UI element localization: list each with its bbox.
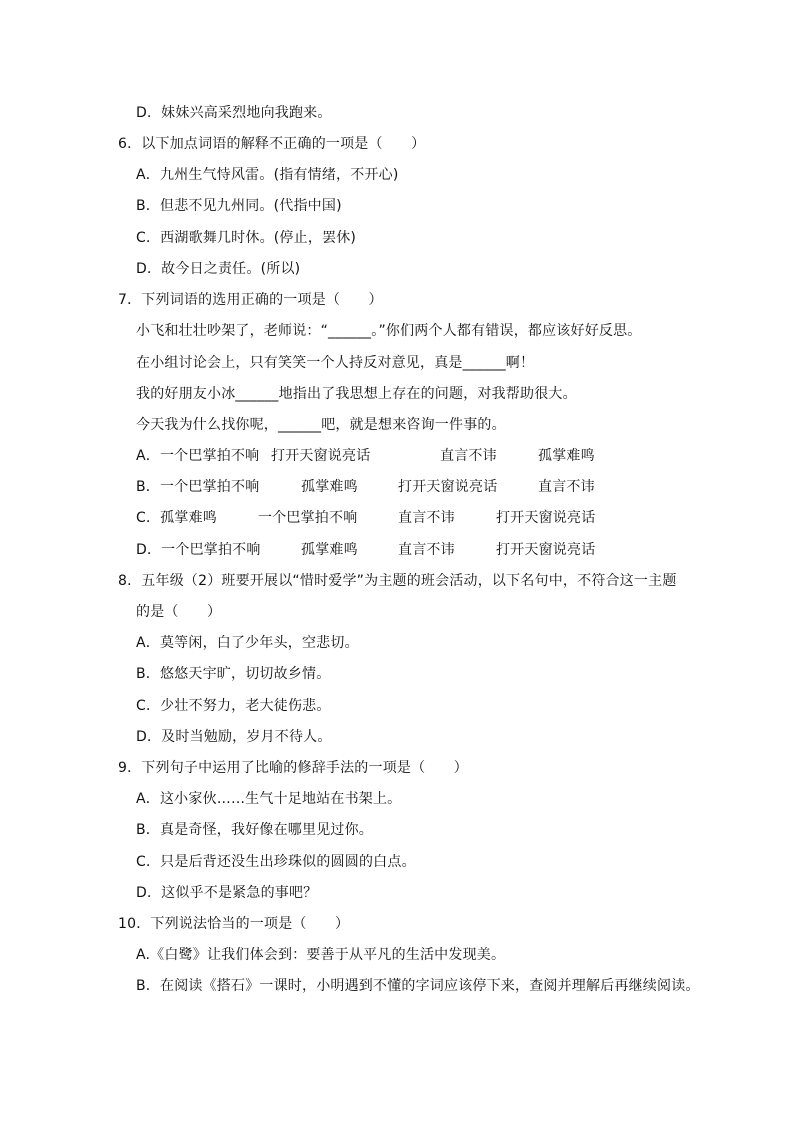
question-7: 7．下列词语的选用正确的一项是（ ） — [118, 292, 383, 308]
q8-option-c: C．少壮不努力，老大徒伤悲。 — [136, 698, 331, 714]
q10-option-b: B．在阅读《搭石》一课时，小明遇到不懂的字词应该停下来，查阅并理解后再继续阅读。 — [136, 978, 700, 994]
q6-option-a: A．九州生气恃风雷。(指有情绪，不开心) — [136, 167, 399, 183]
question-9: 9．下列句子中运用了比喻的修辞手法的一项是（ ） — [118, 760, 468, 776]
q8-option-b: B．悠悠天宇旷，切切故乡情。 — [136, 666, 331, 682]
q5-option-d: D．妹妹兴高采烈地向我跑来。 — [136, 105, 332, 121]
q6-option-c: C．西湖歌舞几时休。(停止，罢休) — [136, 230, 357, 246]
q7-option-d-label: D．一个巴掌拍不响 — [136, 542, 261, 558]
q7-sentence-2: 在小组讨论会上，只有笑笑一个人持反对意见，真是______啊！ — [136, 355, 535, 371]
q8-option-d: D．及时当勉励，岁月不待人。 — [136, 729, 332, 745]
q7-option-d-word-4: 打开天窗说亮话 — [496, 542, 596, 558]
q7-option-b-word-4: 直言不讳 — [538, 479, 595, 495]
q6-option-d: D．故今日之责任。(所以) — [136, 261, 301, 277]
q7-option-c-word-4: 打开天窗说亮话 — [496, 510, 596, 526]
q7-option-b-word-2: 孤掌难鸣 — [301, 479, 358, 495]
q7-sentence-1: 小飞和壮壮吵架了，老师说：“______。”你们两个人都有错误，都应该好好反思。 — [136, 323, 642, 339]
q9-option-d: D．这似乎不是紧急的事吧？ — [136, 885, 318, 901]
q7-sentence-3: 我的好朋友小冰______地指出了我思想上存在的问题，对我帮助很大。 — [136, 386, 577, 402]
q7-sentence-4: 今天我为什么找你呢，______吧，就是想来咨询一件事的。 — [136, 417, 506, 433]
q7-option-d-word-3: 直言不讳 — [398, 542, 455, 558]
q7-option-b — [136, 477, 656, 497]
q7-option-a-word-4: 孤掌难鸣 — [538, 448, 595, 464]
q9-option-c: C．只是后背还没生出珍珠似的圆圆的白点。 — [136, 854, 416, 870]
q9-option-b: B．真是奇怪，我好像在哪里见过你。 — [136, 822, 374, 838]
q7-option-a-word-2: 打开天窗说亮话 — [271, 448, 371, 464]
q9-option-a: A．这小家伙……生气十足地站在书架上。 — [136, 791, 402, 807]
q7-option-a — [136, 446, 656, 466]
q7-option-c-word-2: 一个巴掌拍不响 — [258, 510, 358, 526]
q7-option-b-word-3: 打开天窗说亮话 — [398, 479, 498, 495]
q7-option-c — [136, 508, 656, 528]
question-8-continued: 的是（ ） — [136, 604, 222, 620]
q7-option-b-label: B．一个巴掌拍不响 — [136, 479, 260, 495]
q7-option-c-label: C．孤掌难鸣 — [136, 510, 217, 526]
q10-option-a: A.《白鹭》让我们体会到：要善于从平凡的生活中发现美。 — [136, 947, 506, 963]
q7-option-a-word-3: 直言不讳 — [440, 448, 497, 464]
q7-option-d — [136, 540, 656, 560]
q6-option-b: B．但悲不见九州同。(代指中国) — [136, 198, 342, 214]
q7-option-a-label: A．一个巴掌拍不响 — [136, 448, 260, 464]
question-10: 10．下列说法恰当的一项是（ ） — [118, 916, 350, 932]
q7-option-d-word-2: 孤掌难鸣 — [301, 542, 358, 558]
q8-option-a: A．莫等闲，白了少年头，空悲切。 — [136, 635, 359, 651]
question-6: 6．以下加点词语的解释不正确的一项是（ ） — [118, 136, 426, 152]
question-8: 8．五年级（2）班要开展以“惜时爱学”为主题的班会活动，以下名句中，不符合这一主题 — [118, 573, 677, 589]
q7-option-c-word-3: 直言不讳 — [398, 510, 455, 526]
